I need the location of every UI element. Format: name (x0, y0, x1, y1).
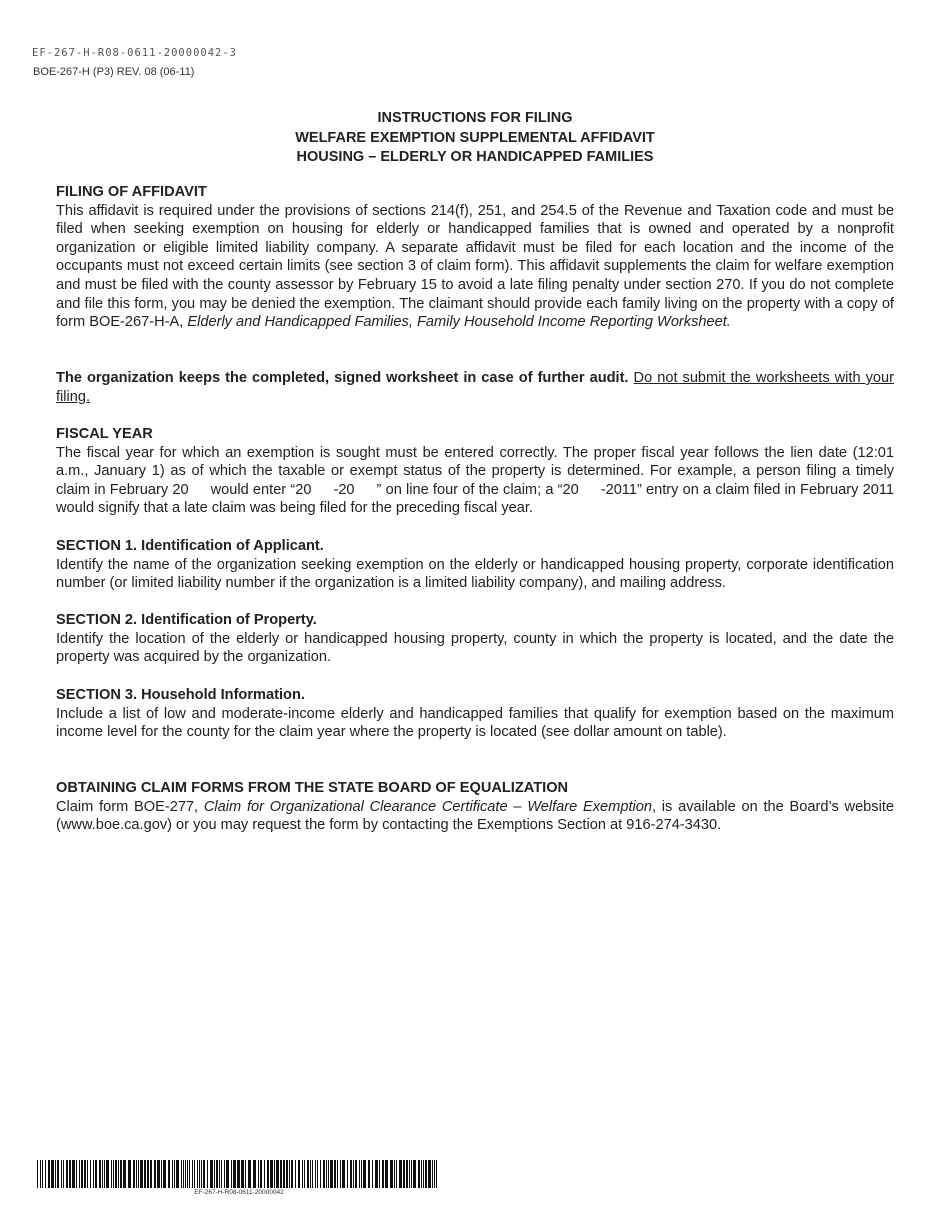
section1-text: Identify the name of the organization seeking exemption on the elderly or handicapped housing property, corporate identification number (or limited liability number if the organization is a limited liability company), and mailing address. (56, 556, 894, 592)
section-2 (56, 611, 894, 667)
barcode (37, 1160, 441, 1188)
filing-paragraph (56, 202, 894, 332)
title-line-3: HOUSING – ELDERLY OR HANDICAPPED FAMILIES (296, 149, 654, 165)
fiscal-part3: -20 (333, 481, 355, 498)
section2-text: Identify the location of the elderly or handicapped housing property, county in which the property is located, and the date the property was acquired by the organization. (56, 630, 894, 666)
form-id-code: EF-267-H-R08-0611-20000042-3 (32, 47, 238, 59)
obtaining-heading: OBTAINING CLAIM FORMS FROM THE STATE BOARD OF EQUALIZATION (56, 780, 569, 796)
section-obtaining-forms (56, 779, 894, 835)
audit-underline: Do not submit the worksheets with your filing. (56, 370, 894, 405)
obtaining-suffix: , is available on the Board’s website (www.boe.ca.gov) or you may request the form by contacting the Exemptions Section at 916-274-3430. (56, 798, 895, 834)
fiscal-part2: would enter “20 (210, 481, 312, 498)
filing-text: This affidavit is required under the provisions of sections 214(f), 251, and 254.5 of the Revenue and Taxation code and must be filed when seeking exemption on housing for elderly or handicapped families that is owned and operated by a nonprofit organization or eligible limited liability company. A separate affidavit must be filed for each location and the income of the occupants must not exceed certain limits (see section 3 of claim form). This affidavit supplements the claim for welfare exemption and must be filed with the county assessor by February 15 to avoid a late filing penalty under section 270. If you do not complete and file this form, you may be denied the exemption. The claimant should provide each family living on the property with a copy of form BOE-267-H-A, (56, 202, 894, 331)
section1-heading: SECTION 1. Identification of Applicant. (56, 538, 324, 554)
fiscal-part1: The fiscal year for which an exemption is sought must be entered correctly. The proper fiscal year follows the lien date (12:01 a.m., January 1) as of which the taxable or exempt status of the property is determined. For example, a person filing a timely claim in February 20 (56, 444, 894, 498)
section-audit (56, 369, 894, 406)
title-line-1: INSTRUCTIONS FOR FILING (377, 110, 573, 126)
obtaining-paragraph (56, 798, 894, 835)
section-fiscal-year (56, 425, 894, 518)
section-1 (56, 537, 894, 593)
section3-text: Include a list of low and moderate-income elderly and handicapped families that qualify for exemption based on the maximum income level for the county for the claim year where the property is located (see dollar amount on table). (56, 705, 894, 741)
section-3 (56, 686, 894, 742)
filing-italic: Elderly and Handicapped Families, Family Household Income Reporting Worksheet. (187, 314, 731, 331)
audit-paragraph (56, 369, 894, 406)
fiscal-part4: ” on line four of the claim; a “20 (376, 481, 579, 498)
section2-heading: SECTION 2. Identification of Property. (56, 612, 317, 628)
title-line-2: WELFARE EXEMPTION SUPPLEMENTAL AFFIDAVIT (295, 129, 655, 146)
form-revision: BOE-267-H (P3) REV. 08 (06-11) (33, 66, 195, 78)
section-filing (56, 183, 894, 332)
fiscal-heading: FISCAL YEAR (56, 426, 153, 442)
section3-heading: SECTION 3. Household Information. (56, 687, 305, 703)
fiscal-paragraph (56, 444, 894, 518)
obtaining-italic: Claim for Organizational Clearance Certificate – Welfare Exemption (203, 798, 652, 815)
filing-heading: FILING OF AFFIDAVIT (56, 184, 207, 200)
barcode-text: EF-267-H-R08-0611-20000042 (194, 1189, 284, 1196)
fiscal-part5: -2011” entry on a claim filed in February 2011 would signify that a late claim was being filed for the preceding fiscal year. (56, 481, 895, 517)
page-title (0, 109, 950, 168)
obtaining-prefix: Claim form BOE-277, (56, 798, 204, 815)
audit-bold: The organization keeps the completed, signed worksheet in case of further audit. (56, 370, 629, 386)
